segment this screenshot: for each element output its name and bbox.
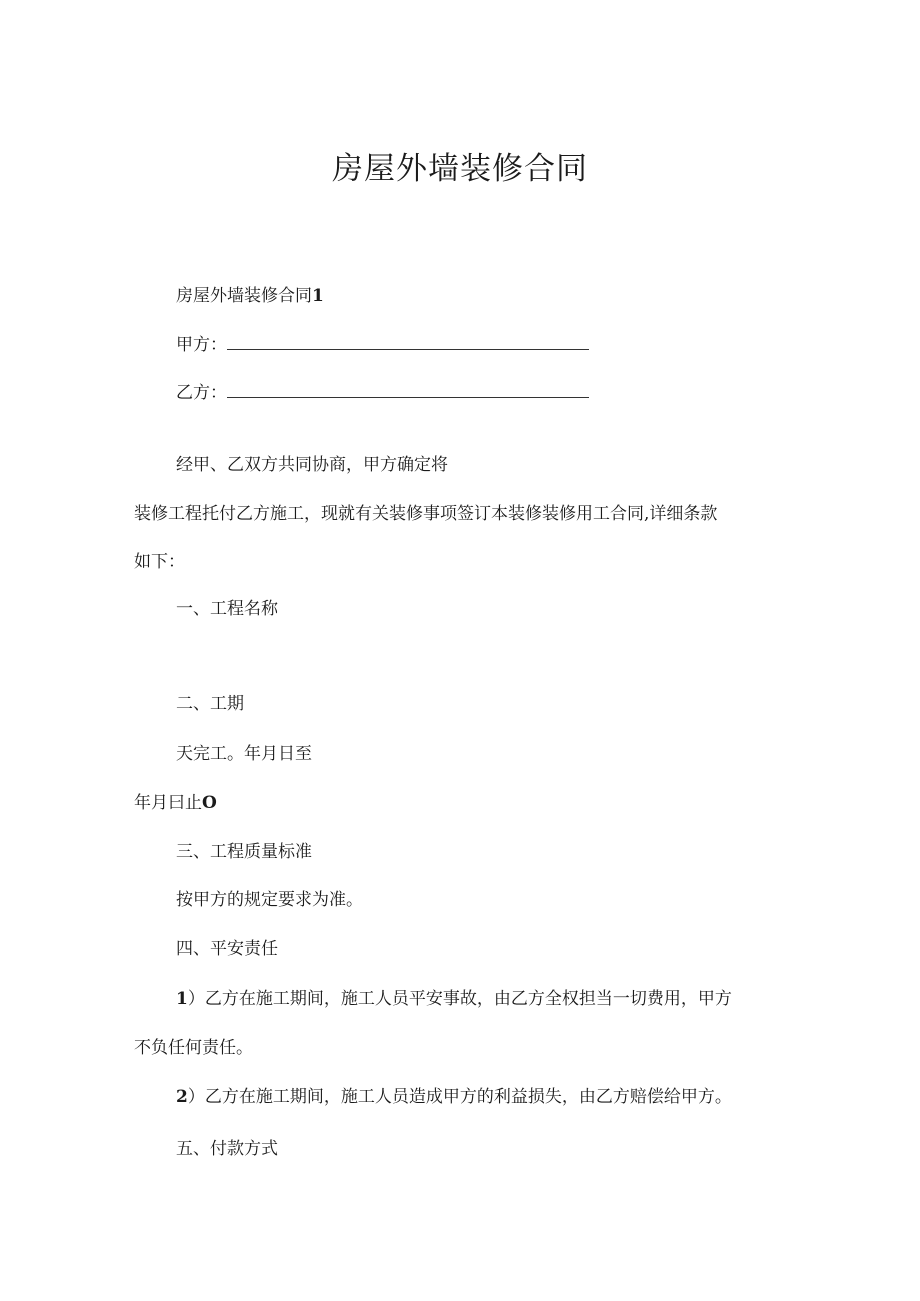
document-title: 房屋外墙装修合同	[332, 151, 588, 187]
contract-subtitle	[176, 284, 324, 308]
section-4-item-2	[176, 1085, 732, 1109]
party-b-blank	[227, 383, 589, 398]
section-2-line-1: 天完工。年月日至	[176, 744, 312, 764]
section-4-item-1-line-1	[176, 987, 732, 1011]
section-2-line-2-text: 年月曰止	[134, 793, 202, 813]
section-4-item-1-line-2: 不负任何责任。	[134, 1038, 253, 1058]
intro-line-1: 经甲、乙双方共同协商，甲方确定将	[176, 455, 448, 475]
party-a-line	[176, 333, 589, 357]
section-4-item-2-text: ）乙方在施工期间，施工人员造成甲方的利益损失，由乙方赔偿给甲方。	[187, 1087, 732, 1107]
section-4-item-1-text: ）乙方在施工期间，施工人员平安事故，由乙方全权担当一切费用，甲方	[187, 989, 732, 1009]
intro-line-3: 如下：	[134, 552, 185, 572]
section-3-body: 按甲方的规定要求为准。	[176, 890, 363, 910]
section-2-line-2	[134, 791, 217, 815]
party-b-label: 乙方：	[176, 383, 227, 403]
section-1-heading: 一、工程名称	[176, 599, 278, 619]
section-2-line-2-end: O	[202, 793, 217, 813]
section-5-heading: 五、付款方式	[176, 1139, 278, 1159]
section-4-heading: 四、平安责任	[176, 939, 278, 959]
intro-line-2: 装修工程托付乙方施工，现就有关装修事项签订本装修装修用工合同,详细条款	[134, 504, 718, 524]
party-a-blank	[227, 335, 589, 350]
party-b-line	[176, 381, 589, 405]
subtitle-number: 1	[312, 286, 324, 306]
section-4-item-1-number: 1	[176, 989, 188, 1009]
section-4-item-2-number: 2	[176, 1087, 188, 1107]
subtitle-text: 房屋外墙装修合同	[176, 286, 312, 306]
section-2-heading: 二、工期	[176, 694, 244, 714]
party-a-label: 甲方：	[176, 335, 227, 355]
section-3-heading: 三、工程质量标准	[176, 842, 312, 862]
